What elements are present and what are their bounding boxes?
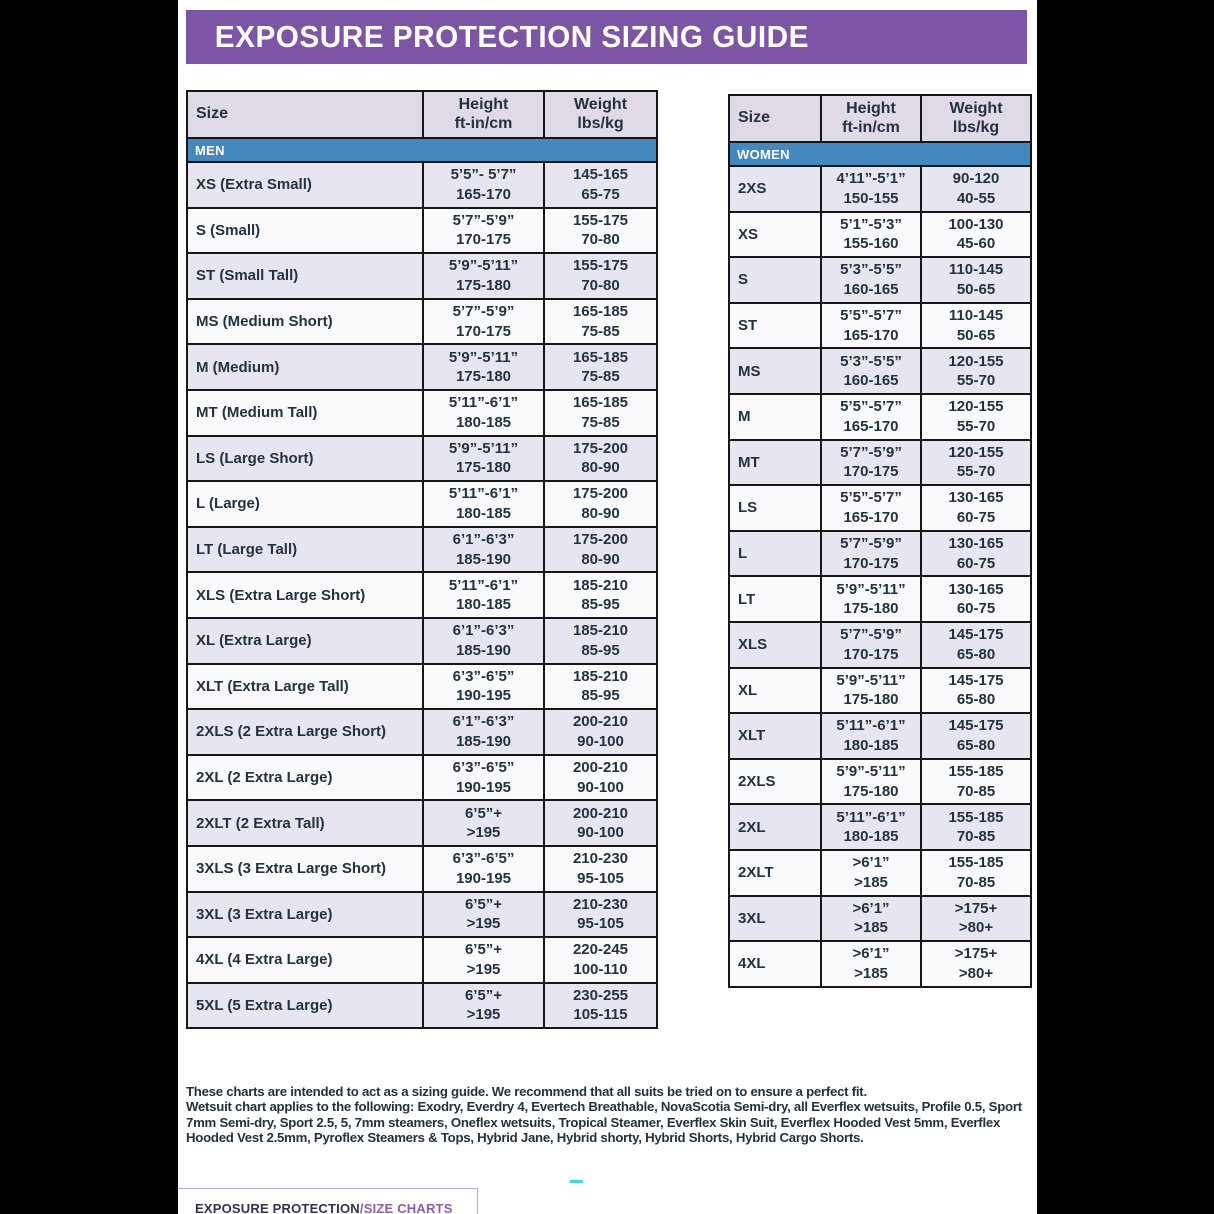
size-cell: LS (729, 485, 821, 531)
height-cell: 5’7”-5’9” 170-175 (821, 440, 921, 486)
height-cell: 5’5”-5’7” 165-170 (821, 394, 921, 440)
size-column-header: Size (187, 91, 423, 138)
table-row (729, 713, 1031, 759)
table-row (729, 485, 1031, 531)
weight-cell: 175-200 80-90 (544, 436, 657, 482)
height-cell: 5’11”-6’1” 180-185 (821, 713, 921, 759)
size-cell: S (Small) (187, 208, 423, 254)
size-cell: M (Medium) (187, 344, 423, 390)
table-row (729, 668, 1031, 714)
height-cell: 5’7”-5’9” 170-175 (821, 531, 921, 577)
table-row (187, 709, 657, 755)
table-row (729, 212, 1031, 258)
table-row (729, 941, 1031, 987)
table-row (187, 800, 657, 846)
size-cell: L (729, 531, 821, 577)
weight-cell: 200-210 90-100 (544, 800, 657, 846)
weight-cell: 110-145 50-65 (921, 303, 1031, 349)
height-cell: >6’1” >185 (821, 941, 921, 987)
height-column-header: Height ft-in/cm (423, 91, 544, 138)
table-row (729, 348, 1031, 394)
weight-cell: 165-185 75-85 (544, 390, 657, 436)
weight-cell: 220-245 100-110 (544, 937, 657, 983)
table-row (729, 804, 1031, 850)
weight-cell: 155-185 70-85 (921, 759, 1031, 805)
size-cell: 3XL (729, 896, 821, 942)
table-row (729, 166, 1031, 212)
size-cell: MT (Medium Tall) (187, 390, 423, 436)
size-cell: M (729, 394, 821, 440)
weight-cell: 165-185 75-85 (544, 344, 657, 390)
size-cell: S (729, 257, 821, 303)
weight-cell: 145-175 65-80 (921, 622, 1031, 668)
size-cell: XL (729, 668, 821, 714)
size-cell: LT (729, 576, 821, 622)
weight-cell: 130-165 60-75 (921, 485, 1031, 531)
breadcrumb-page: /SIZE CHARTS (359, 1200, 453, 1214)
height-cell: 5’9”-5’11” 175-180 (821, 668, 921, 714)
height-cell: 5’11”-6’1” 180-185 (821, 804, 921, 850)
size-cell: LS (Large Short) (187, 436, 423, 482)
height-cell: 6’5”+ >195 (423, 892, 544, 938)
weight-cell: 100-130 45-60 (921, 212, 1031, 258)
notes-line-1: These charts are intended to act as a sizing guide. We recommend that all suits be tried on to ensure a perfect fit. (186, 1084, 867, 1099)
height-cell: 5’7”-5’9” 170-175 (423, 208, 544, 254)
weight-cell: 175-200 80-90 (544, 481, 657, 527)
height-cell: 6’5”+ >195 (423, 937, 544, 983)
weight-cell: 155-175 70-80 (544, 208, 657, 254)
size-cell: XS (729, 212, 821, 258)
size-cell: 3XL (3 Extra Large) (187, 892, 423, 938)
height-cell: 6’5”+ >195 (423, 800, 544, 846)
height-cell: 5’5”-5’7” 165-170 (821, 485, 921, 531)
size-charts-tab[interactable] (178, 1188, 478, 1214)
size-cell: 2XL (729, 804, 821, 850)
height-cell: 6’1”-6’3” 185-190 (423, 527, 544, 573)
table-row (187, 846, 657, 892)
table-row (729, 622, 1031, 668)
table-row (187, 253, 657, 299)
men-table-body (187, 162, 657, 1028)
weight-cell: 185-210 85-95 (544, 618, 657, 664)
weight-cell: 200-210 90-100 (544, 755, 657, 801)
table-row (729, 576, 1031, 622)
size-cell: MS (729, 348, 821, 394)
table-row (729, 257, 1031, 303)
women-table-body (729, 166, 1031, 987)
women-table-header (729, 95, 1031, 166)
size-cell: 2XLS (2 Extra Large Short) (187, 709, 423, 755)
weight-cell: 145-175 65-80 (921, 713, 1031, 759)
size-cell: XLT (Extra Large Tall) (187, 664, 423, 710)
height-cell: 6’5”+ >195 (423, 983, 544, 1029)
height-cell: 5’9”-5’11” 175-180 (423, 344, 544, 390)
table-row (729, 531, 1031, 577)
size-cell: 4XL (4 Extra Large) (187, 937, 423, 983)
size-cell: ST (729, 303, 821, 349)
table-row (187, 299, 657, 345)
table-row (729, 896, 1031, 942)
breadcrumb-section: EXPOSURE PROTECTION (195, 1200, 360, 1214)
table-row (187, 344, 657, 390)
weight-cell: 110-145 50-65 (921, 257, 1031, 303)
height-cell: 5’5”-5’7” 165-170 (821, 303, 921, 349)
weight-cell: 155-185 70-85 (921, 850, 1031, 896)
table-row (187, 572, 657, 618)
women-sizing-table (728, 94, 1032, 988)
size-cell: MS (Medium Short) (187, 299, 423, 345)
weight-column-header: Weight lbs/kg (544, 91, 657, 138)
table-row (187, 481, 657, 527)
size-cell: 4XL (729, 941, 821, 987)
height-cell: 5’7”-5’9” 170-175 (423, 299, 544, 345)
height-cell: 5’7”-5’9” 170-175 (821, 622, 921, 668)
title-banner (186, 10, 1027, 64)
table-row (729, 759, 1031, 805)
height-cell: 5’9”-5’11” 175-180 (423, 253, 544, 299)
height-cell: 6’1”-6’3” 185-190 (423, 709, 544, 755)
size-cell: XLS (Extra Large Short) (187, 572, 423, 618)
weight-cell: 155-185 70-85 (921, 804, 1031, 850)
height-cell: 6’3”-6’5” 190-195 (423, 664, 544, 710)
men-sizing-table (186, 90, 658, 1029)
weight-cell: 185-210 85-95 (544, 572, 657, 618)
height-cell: 5’9”-5’11” 175-180 (821, 576, 921, 622)
table-row (729, 303, 1031, 349)
size-cell: LT (Large Tall) (187, 527, 423, 573)
weight-cell: 175-200 80-90 (544, 527, 657, 573)
weight-cell: 210-230 95-105 (544, 892, 657, 938)
men-table-header (187, 91, 657, 162)
table-row (187, 618, 657, 664)
height-cell: 5’9”-5’11” 175-180 (423, 436, 544, 482)
weight-cell: 130-165 60-75 (921, 531, 1031, 577)
weight-cell: >175+ >80+ (921, 896, 1031, 942)
size-cell: L (Large) (187, 481, 423, 527)
size-cell: 2XLS (729, 759, 821, 805)
cyan-accent-mark (570, 1180, 583, 1183)
size-cell: ST (Small Tall) (187, 253, 423, 299)
page (178, 0, 1037, 1214)
weight-cell: 165-185 75-85 (544, 299, 657, 345)
height-cell: >6’1” >185 (821, 896, 921, 942)
height-cell: 5’5”- 5’7” 165-170 (423, 162, 544, 208)
height-cell: 6’3”-6’5” 190-195 (423, 755, 544, 801)
size-cell: XL (Extra Large) (187, 618, 423, 664)
weight-cell: 120-155 55-70 (921, 348, 1031, 394)
table-row (187, 937, 657, 983)
table-row (729, 440, 1031, 486)
weight-cell: 210-230 95-105 (544, 846, 657, 892)
height-cell: 6’1”-6’3” 185-190 (423, 618, 544, 664)
height-cell: 5’3”-5’5” 160-165 (821, 257, 921, 303)
size-cell: 5XL (5 Extra Large) (187, 983, 423, 1029)
height-cell: 5’11”-6’1” 180-185 (423, 481, 544, 527)
weight-cell: 120-155 55-70 (921, 394, 1031, 440)
notes-line-2: Wetsuit chart applies to the following: Exodry, Everdry 4, Evertech Breathable, NovaScotia Semi-dry, all Everflex wetsuits, Profile 0.5, Sport 7mm Semi-dry, Sport 2.5, 5, 7mm steamers, Oneflex wetsuits, Tropical Steamer, Everflex Skin Suit, Everflex Hooded Vest 5mm, Everflex Hooded Vest 2.5mm, Pyroflex Steamers & Tops, Hybrid Jane, Hybrid shorty, Hybrid Shorts, Hybrid Cargo Shorts. (186, 1099, 1022, 1145)
weight-cell: 200-210 90-100 (544, 709, 657, 755)
height-cell: 4’11”-5’1” 150-155 (821, 166, 921, 212)
height-cell: 5’11”-6’1” 180-185 (423, 572, 544, 618)
weight-cell: 145-175 65-80 (921, 668, 1031, 714)
size-cell: XS (Extra Small) (187, 162, 423, 208)
weight-cell: 120-155 55-70 (921, 440, 1031, 486)
table-row (187, 755, 657, 801)
weight-cell: 185-210 85-95 (544, 664, 657, 710)
height-cell: 6’3”-6’5” 190-195 (423, 846, 544, 892)
weight-cell: 155-175 70-80 (544, 253, 657, 299)
weight-cell: 130-165 60-75 (921, 576, 1031, 622)
men-section-label: MEN (187, 138, 657, 162)
size-cell: MT (729, 440, 821, 486)
weight-cell: 145-165 65-75 (544, 162, 657, 208)
table-row (187, 892, 657, 938)
page-title: EXPOSURE PROTECTION SIZING GUIDE (214, 19, 809, 54)
table-row (729, 394, 1031, 440)
height-cell: >6’1” >185 (821, 850, 921, 896)
size-cell: 2XLT (729, 850, 821, 896)
height-column-header: Height ft-in/cm (821, 95, 921, 142)
size-cell: 3XLS (3 Extra Large Short) (187, 846, 423, 892)
table-row (187, 162, 657, 208)
table-row (187, 390, 657, 436)
height-cell: 5’11”-6’1” 180-185 (423, 390, 544, 436)
size-cell: 2XL (2 Extra Large) (187, 755, 423, 801)
table-row (187, 664, 657, 710)
table-row (187, 208, 657, 254)
size-cell: 2XS (729, 166, 821, 212)
weight-column-header: Weight lbs/kg (921, 95, 1031, 142)
table-row (187, 527, 657, 573)
size-cell: XLS (729, 622, 821, 668)
sizing-notes (186, 1084, 1031, 1145)
table-row (187, 983, 657, 1029)
size-cell: 2XLT (2 Extra Tall) (187, 800, 423, 846)
height-cell: 5’3”-5’5” 160-165 (821, 348, 921, 394)
weight-cell: 90-120 40-55 (921, 166, 1031, 212)
height-cell: 5’9”-5’11” 175-180 (821, 759, 921, 805)
weight-cell: >175+ >80+ (921, 941, 1031, 987)
women-section-label: WOMEN (729, 142, 1031, 166)
size-cell: XLT (729, 713, 821, 759)
table-row (729, 850, 1031, 896)
table-row (187, 436, 657, 482)
size-column-header: Size (729, 95, 821, 142)
weight-cell: 230-255 105-115 (544, 983, 657, 1029)
height-cell: 5’1”-5’3” 155-160 (821, 212, 921, 258)
